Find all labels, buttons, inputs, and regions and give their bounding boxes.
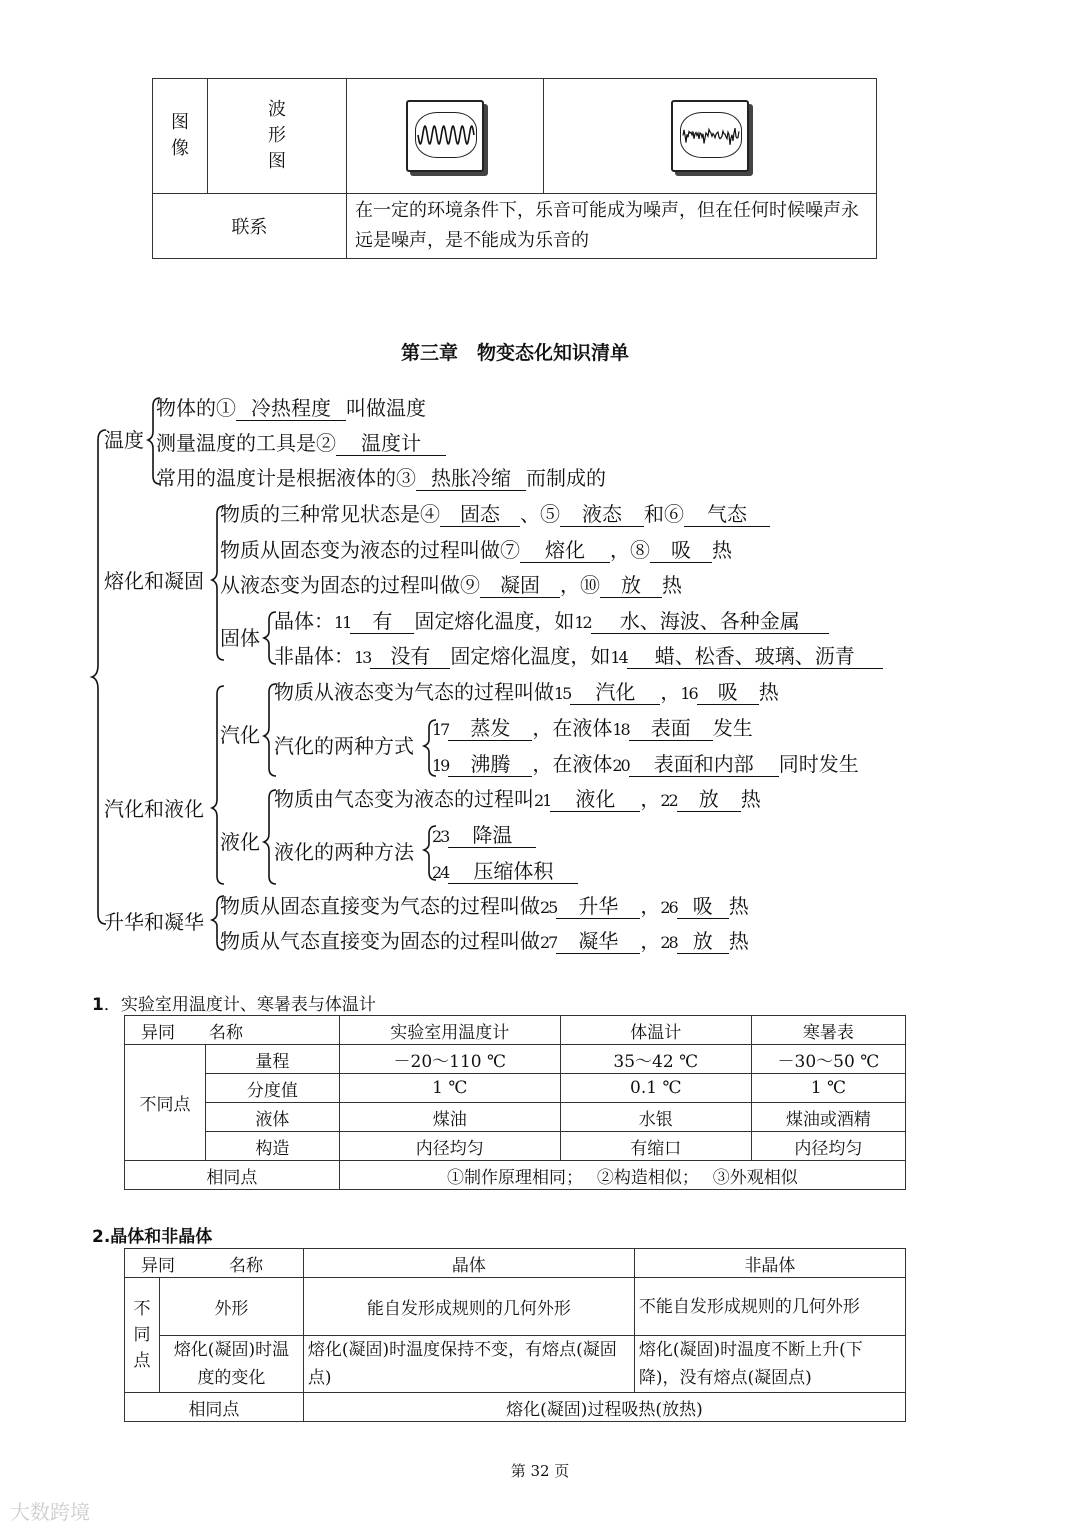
blank-24: 压缩体积 (448, 859, 578, 884)
cell: 有缩口 (560, 1132, 751, 1161)
blank-26: 吸 (677, 894, 729, 919)
section-2-heading: 2.晶体和非晶体 (92, 1227, 213, 1247)
same-label: 相同点 (125, 1393, 304, 1422)
blank-9: 凝固 (480, 573, 560, 598)
section-1-heading: 1．实验室用温度计、寒暑表与体温计 (92, 995, 376, 1015)
solid-label: 固体 (220, 626, 260, 650)
image-label: 图像 (171, 112, 189, 159)
blank-16: 吸 (697, 680, 759, 705)
amorphous-line: 非晶体：13 没有 固定熔化温度，如14 蜡、松香、玻璃、沥青 (274, 642, 883, 670)
liq-label: 液化 (220, 830, 260, 854)
header-diff-name: 异同 名称 (125, 1249, 304, 1278)
blank-15: 汽化 (570, 680, 660, 705)
blank-10: 放 (600, 573, 662, 598)
cell: 内径均匀 (751, 1132, 905, 1161)
col-crystal: 晶体 (303, 1249, 634, 1278)
cell: 熔化(凝固)时温度保持不变，有熔点(凝固点) (303, 1336, 634, 1393)
cell: －30～50 ℃ (751, 1045, 905, 1074)
blank-5: 液态 (560, 502, 644, 527)
cell: 煤油 (339, 1103, 560, 1132)
cell: 能自发形成规则的几何外形 (303, 1278, 634, 1336)
blank-7: 熔化 (520, 538, 610, 563)
blank-1: 冷热程度 (236, 396, 346, 421)
vap-line-2a: 17 蒸发 ，在液体18 表面 发生 (432, 716, 753, 740)
blank-4: 固态 (440, 502, 520, 527)
liq-methods-label: 液化的两种方法 (274, 840, 414, 864)
blank-28: 放 (677, 929, 729, 954)
liq-line-1: 物质由气态变为液态的过程叫21 液化 ，22 放 热 (274, 787, 761, 811)
crystal-table (124, 1248, 906, 1422)
page-number: 第 32 页 (510, 1462, 570, 1480)
row-name: 液体 (206, 1103, 340, 1132)
cell: 煤油或酒精 (751, 1103, 905, 1132)
cell: －20～110 ℃ (339, 1045, 560, 1074)
same-text: ①制作原理相同； ②构造相似； ③外观相似 (339, 1161, 905, 1190)
melting-line-2: 物质从固态变为液态的过程叫做⑦ 熔化 ，⑧ 吸 热 (220, 538, 732, 562)
row-name: 量程 (206, 1045, 340, 1074)
liq-line-2a: 23 降温 (432, 821, 536, 849)
same-text: 熔化(凝固)过程吸热(放热) (303, 1393, 905, 1422)
blank-13: 没有 (370, 644, 450, 669)
row-name: 熔化(凝固)时温度的变化 (160, 1336, 304, 1393)
row-name: 外形 (160, 1278, 304, 1336)
row-name: 构造 (206, 1132, 340, 1161)
blank-8: 吸 (650, 538, 712, 563)
blank-23: 降温 (448, 823, 536, 848)
watermark: 大数跨境 (10, 1500, 90, 1524)
blank-20: 表面和内部 (629, 752, 779, 777)
col-amorphous: 非晶体 (634, 1249, 905, 1278)
blank-21: 液化 (550, 787, 640, 812)
thermometer-table (124, 1015, 906, 1190)
blank-17: 蒸发 (448, 716, 532, 741)
vap-ways-label: 汽化的两种方式 (274, 734, 414, 758)
diff-label: 不同点 (125, 1278, 160, 1393)
vap-line-1: 物质从液态变为气态的过程叫做15 汽化 ，16 吸 热 (274, 680, 779, 704)
cell: 水银 (560, 1103, 751, 1132)
blank-11: 有 (350, 609, 414, 634)
relation-label: 联系 (153, 194, 347, 259)
col-lab-thermometer: 实验室用温度计 (339, 1016, 560, 1045)
blank-22: 放 (677, 787, 741, 812)
diff-label: 不同点 (125, 1045, 206, 1161)
waveform-label: 波形图 (268, 99, 286, 172)
cell: 1 ℃ (339, 1074, 560, 1103)
liq-line-2b: 24 压缩体积 (432, 857, 578, 885)
melting-line-3: 从液态变为固态的过程叫做⑨ 凝固 ，⑩ 放 热 (220, 573, 682, 597)
temperature-line-3: 常用的温度计是根据液体的③ 热胀冷缩 而制成的 (156, 466, 606, 490)
blank-14: 蜡、松香、玻璃、沥青 (627, 644, 883, 669)
col-weather-thermometer: 寒暑表 (751, 1016, 905, 1045)
cell: 35～42 ℃ (560, 1045, 751, 1074)
same-label: 相同点 (125, 1161, 340, 1190)
sub-line-1: 物质从固态直接变为气态的过程叫做25 升华 ，26 吸 热 (220, 894, 749, 918)
melting-label: 熔化和凝固 (104, 569, 204, 593)
melting-line-1: 物质的三种常见状态是④ 固态 、⑤ 液态 和⑥ 气态 (220, 500, 770, 528)
vap-line-2b: 19 沸腾 ，在液体20 表面和内部 同时发生 (432, 752, 859, 776)
temperature-label: 温度 (104, 428, 144, 452)
cell: 0.1 ℃ (560, 1074, 751, 1103)
vap-label: 汽化 (220, 723, 260, 747)
chapter-title: 第三章 物变态化知识清单 (400, 342, 629, 364)
sub-line-2: 物质从气态直接变为固态的过程叫做27 凝华 ，28 放 热 (220, 929, 749, 953)
header-diff-name: 异同 名称 (125, 1016, 340, 1045)
crystal-line: 晶体：11 有 固定熔化温度，如12 水、海波、各种金属 (274, 607, 829, 635)
blank-2: 温度计 (336, 431, 446, 456)
cell: 熔化(凝固)时温度不断上升(下降)，没有熔点(凝固点) (634, 1336, 905, 1393)
row-name: 分度值 (206, 1074, 340, 1103)
temperature-line-2: 测量温度的工具是② 温度计 (156, 429, 446, 457)
blank-19: 沸腾 (448, 752, 532, 777)
cell: 1 ℃ (751, 1074, 905, 1103)
blank-27: 凝华 (556, 929, 640, 954)
cell: 内径均匀 (339, 1132, 560, 1161)
sublimation-label: 升华和凝华 (104, 910, 204, 934)
cell: 不能自发形成规则的几何外形 (634, 1278, 905, 1336)
temperature-line-1: 物体的① 冷热程度 叫做温度 (156, 396, 426, 420)
blank-6: 气态 (684, 502, 770, 527)
col-clinical-thermometer: 体温计 (560, 1016, 751, 1045)
blank-25: 升华 (556, 894, 640, 919)
blank-12: 水、海波、各种金属 (591, 609, 829, 634)
relation-text: 在一定的环境条件下，乐音可能成为噪声，但在任何时候噪声永远是噪声，是不能成为乐音的 (347, 194, 877, 259)
vaporization-label: 汽化和液化 (104, 797, 204, 821)
blank-3: 热胀冷缩 (416, 466, 526, 491)
blank-18: 表面 (629, 716, 713, 741)
